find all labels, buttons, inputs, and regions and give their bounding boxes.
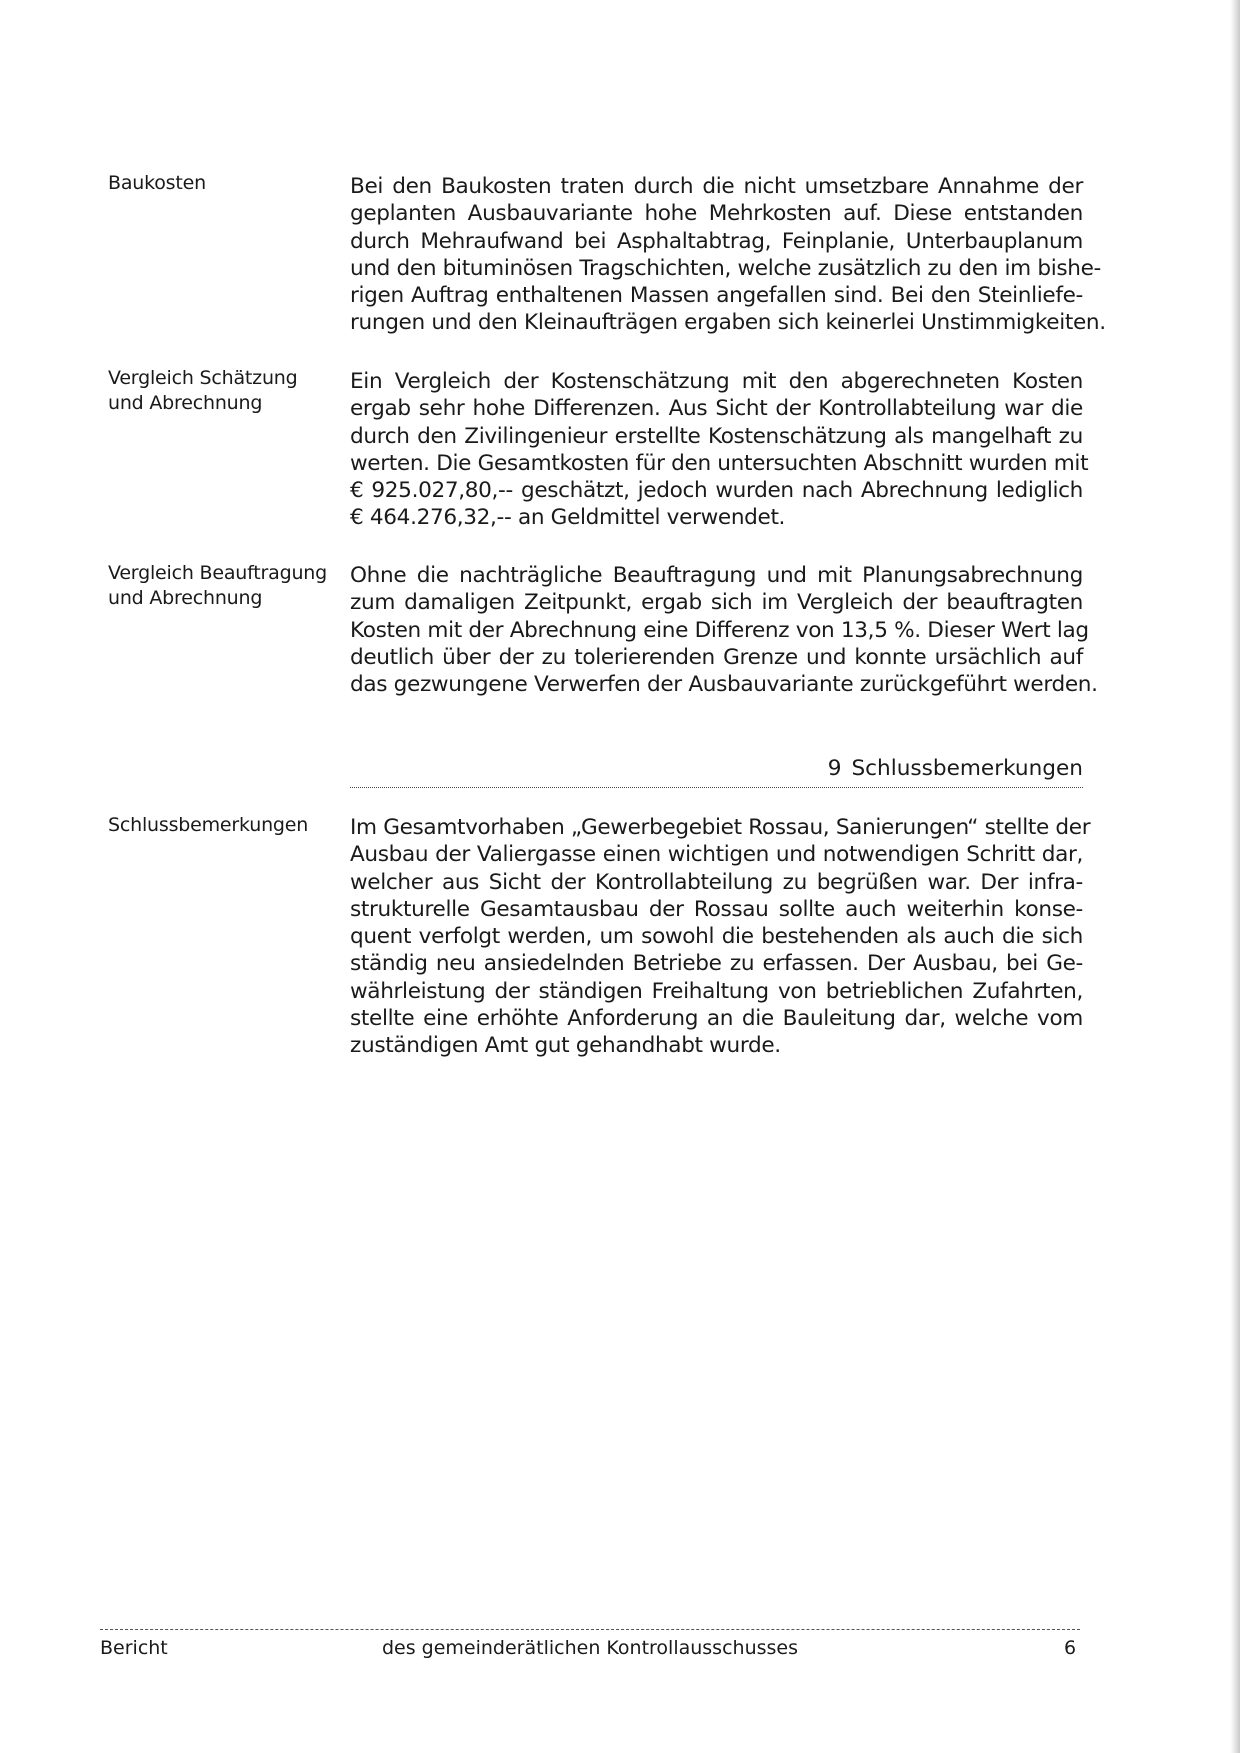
footer-rule <box>100 1629 1080 1630</box>
paragraph-line: Im Gesamtvorhaben „Gewerbegebiet Rossau, Sanierungen“ stellte der <box>350 815 1091 840</box>
paragraph-line: ergab sehr hohe Differenzen. Aus Sicht der Kontrollabteilung war die <box>350 396 1083 422</box>
chapter-heading <box>350 755 1083 783</box>
paragraph-vergleich-schaetzung <box>350 368 1089 532</box>
paragraph-line: strukturelle Gesamtausbau der Rossau sollte auch weiterhin konse- <box>350 896 1083 922</box>
paragraph-line: zum damaligen Zeitpunkt, ergab sich im Vergleich der beauftragten <box>350 590 1083 616</box>
paragraph-line: Ausbau der Valiergasse einen wichtigen und notwendigen Schritt dar, <box>350 842 1083 868</box>
chapter-title: Schlussbemerkungen <box>851 756 1083 781</box>
side-label-line: Vergleich Beauftragung <box>108 562 327 584</box>
paragraph-line: und den bituminösen Tragschichten, welche zusätzlich zu den im bishe- <box>350 255 1101 281</box>
paragraph-vergleich-beauftragung <box>350 562 1098 698</box>
paragraph-line: Ein Vergleich der Kostenschätzung mit den abgerechneten Kosten <box>350 369 1083 394</box>
chapter-number: 9 <box>827 756 842 781</box>
scan-edge-shadow <box>1230 0 1240 1753</box>
side-label-line: Baukosten <box>108 172 206 194</box>
paragraph-schlussbemerkungen <box>350 814 1091 1060</box>
paragraph-line: € 925.027,80,-- geschätzt, jedoch wurden nach Abrechnung lediglich <box>350 478 1083 504</box>
paragraph-line: durch Mehraufwand bei Asphaltabtrag, Feinplanie, Unterbauplanum <box>350 228 1083 254</box>
paragraph-line: Ohne die nachträgliche Beauftragung und mit Planungsabrechnung <box>350 563 1083 588</box>
side-label-line: und Abrechnung <box>108 587 263 609</box>
paragraph-line: € 464.276,32,-- an Geldmittel verwendet. <box>350 505 786 531</box>
side-label-vergleich-schaetzung <box>108 366 348 416</box>
paragraph-line: ständig neu ansiedelnden Betriebe zu erfassen. Der Ausbau, bei Ge- <box>350 951 1083 977</box>
paragraph-line: welcher aus Sicht der Kontrollabteilung zu begrüßen war. Der infra- <box>350 869 1083 895</box>
footer-center-text: des gemeinderätlichen Kontrollausschusses <box>381 1637 799 1659</box>
paragraph-line: Bei den Baukosten traten durch die nicht umsetzbare Annahme der <box>350 174 1083 199</box>
side-label-vergleich-beauftragung <box>108 561 348 611</box>
side-label-line: Vergleich Schätzung <box>108 367 298 389</box>
side-label-line: und Abrechnung <box>108 392 263 414</box>
side-label-baukosten <box>108 171 348 196</box>
paragraph-line: das gezwungene Verwerfen der Ausbauvariante zurückgeführt werden. <box>350 672 1098 698</box>
paragraph-line: zuständigen Amt gut gehandhabt wurde. <box>350 1033 781 1059</box>
paragraph-line: geplanten Ausbauvariante hohe Mehrkosten auf. Diese entstanden <box>350 201 1083 227</box>
paragraph-line: durch den Zivilingenieur erstellte Kostenschätzung als mangelhaft zu <box>350 423 1083 449</box>
paragraph-line: währleistung der ständigen Freihaltung von betrieblichen Zufahrten, <box>350 978 1083 1004</box>
paragraph-line: rigen Auftrag enthaltenen Massen angefallen sind. Bei den Steinliefe- <box>350 283 1083 309</box>
page-number: 6 <box>1064 1637 1077 1659</box>
paragraph-line: deutlich über der zu tolerierenden Grenze und konnte ursächlich auf <box>350 644 1083 670</box>
paragraph-line: stellte eine erhöhte Anforderung an die Bauleitung dar, welche vom <box>350 1006 1083 1032</box>
paragraph-baukosten <box>350 173 1106 337</box>
side-label-schlussbemerkungen <box>108 813 348 838</box>
chapter-heading-rule <box>350 787 1083 788</box>
paragraph-line: quent verfolgt werden, um sowohl die bestehenden als auch die sich <box>350 924 1083 950</box>
paragraph-line: werten. Die Gesamtkosten für den untersuchten Abschnitt wurden mit <box>350 450 1089 476</box>
side-label-line: Schlussbemerkungen <box>108 814 309 836</box>
footer-left-text: Bericht <box>100 1637 168 1659</box>
paragraph-line: rungen und den Kleinaufträgen ergaben sich keinerlei Unstimmigkeiten. <box>350 310 1106 336</box>
paragraph-line: Kosten mit der Abrechnung eine Differenz von 13,5 %. Dieser Wert lag <box>350 617 1089 643</box>
